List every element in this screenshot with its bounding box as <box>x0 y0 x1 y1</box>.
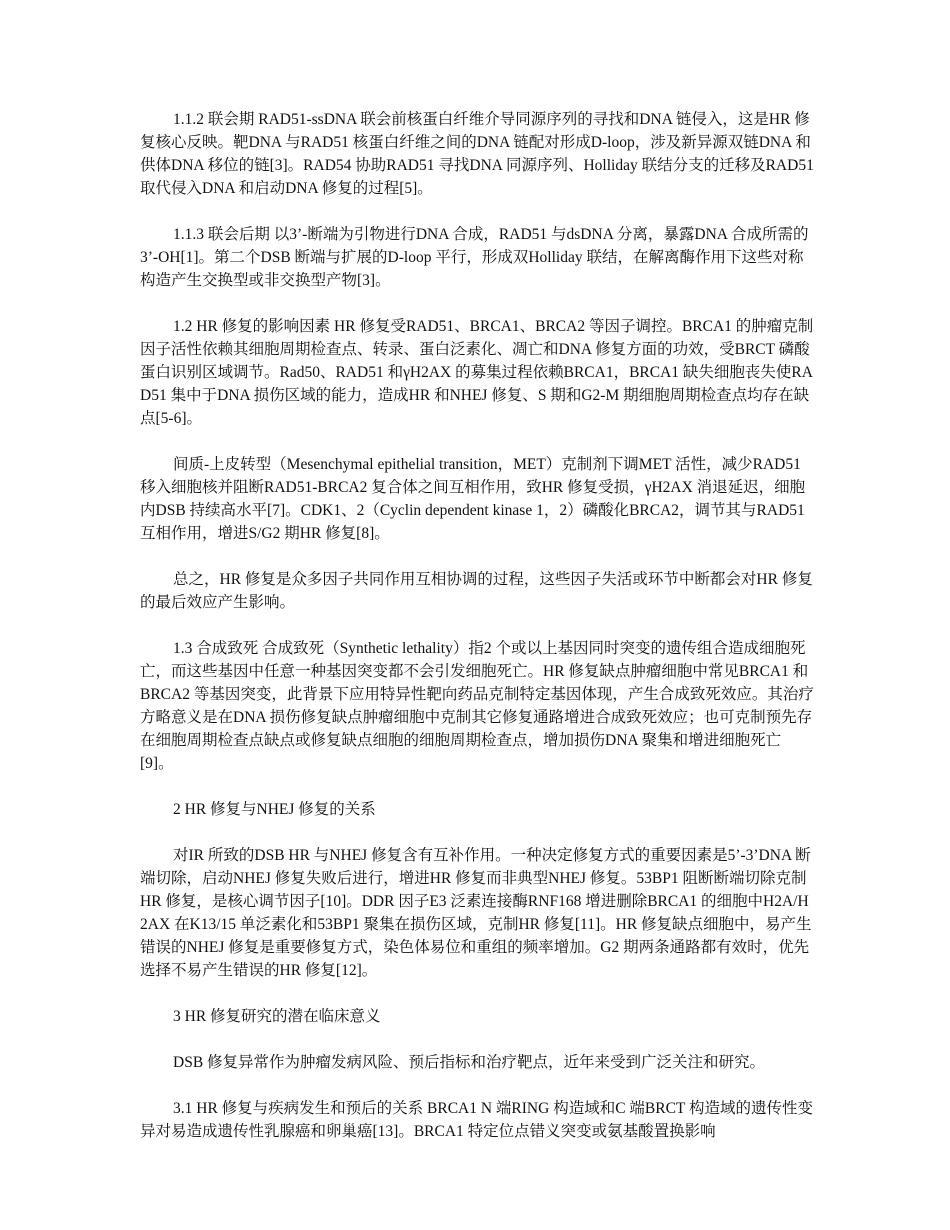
paragraph-met-inhibitor: 间质-上皮转型（Mesenchymal epithelial transition，MET）克制剂下调MET 活性，减少RAD51 移入细胞核并阻断RAD51-BRCA2 复合体之间互相作用，致HR 修复受损，γH2AX 消退延迟，细胞内DSB 持续高水平[7]。CDK1、2（Cyclin dependent kinase 1，2）磷酸化BRCA2，调节其与RAD51 互相作用，增进S/G2 期HR 修复[8]。 <box>140 456 806 542</box>
section-heading-2: 2 HR 修复与NHEJ 修复的关系 <box>173 801 376 818</box>
paragraph-dsb-repair-clinical: DSB 修复异常作为肿瘤发病风险、预后指标和治疗靶点，近年来受到广泛关注和研究。 <box>173 1054 766 1071</box>
paragraph-1-1-3-post-synapsis: 1.1.3 联会后期 以3’-断端为引物进行DNA 合成，RAD51 与dsDNA 分离，暴露DNA 合成所需的3’-OH[1]。第二个DSB 断端与扩展的D-loop 平行，形成双Holliday 联结，在解离酶作用下这些对称构造产生交换型或非交换型产物[3]。 <box>140 226 809 289</box>
paragraph-summary: 总之，HR 修复是众多因子共同作用互相协调的过程，这些因子失活或环节中断都会对HR 修复的最后效应产生影响。 <box>140 571 813 611</box>
section-heading-3: 3 HR 修复研究的潜在临床意义 <box>173 1008 381 1025</box>
paragraph-1-1-2-synapsis: 1.1.2 联会期 RAD51-ssDNA 联会前核蛋白纤维介导同源序列的寻找和DNA 链侵入，这是HR 修复核心反映。靶DNA 与RAD51 核蛋白纤维之间的DNA 链配对形成D-loop，涉及新异源双链DNA 和供体DNA 移位的链[3]。RAD54 协助RAD51 寻找DNA 同源序列、Holliday 联结分支的迁移及RAD51 取代侵入DNA 和启动DNA 修复的过程[5]。 <box>140 111 814 197</box>
paragraph-1-2-influencing-factors: 1.2 HR 修复的影响因素 HR 修复受RAD51、BRCA1、BRCA2 等因子调控。BRCA1 的肿瘤克制因子活性依赖其细胞周期检查点、转录、蛋白泛素化、凋亡和DNA 修复方面的功效，受BRCT 磷酸蛋白识别区域调节。Rad50、RAD51 和γH2AX 的募集过程依赖BRCA1，BRCA1 缺失细胞丧失使RAD51 集中于DNA 损伤区域的能力，造成HR 和NHEJ 修复、S 期和G2-M 期细胞周期检查点均存在缺点[5-6]。 <box>140 318 814 427</box>
paragraph-3-1-disease-prognosis: 3.1 HR 修复与疾病发生和预后的关系 BRCA1 N 端RING 构造域和C 端BRCT 构造域的遗传性变异对易造成遗传性乳腺癌和卵巢癌[13]。BRCA1 特定位点错义突变或氨基酸置换影响 <box>140 1100 813 1140</box>
document-page <box>140 108 814 1166</box>
paragraph-1-3-synthetic-lethality: 1.3 合成致死 合成致死（Synthetic lethality）指2 个或以上基因同时突变的遗传组合造成细胞死亡，而这些基因中任意一种基因突变都不会引发细胞死亡。HR 修复缺点肿瘤细胞中常见BRCA1 和BRCA2 等基因突变，此背景下应用特异性靶向药品克制特定基因体现，产生合成致死效应。其治疗方略意义是在DNA 损伤修复缺点肿瘤细胞中克制其它修复通路增进合成致死效应；也可克制预先存在细胞周期检查点缺点或修复缺点细胞的细胞周期检查点，增加损伤DNA 聚集和增进细胞死亡[9]。 <box>140 640 814 772</box>
paragraph-hr-nhej-relation: 对IR 所致的DSB HR 与NHEJ 修复含有互补作用。一种决定修复方式的重要因素是5’-3’DNA 断端切除，启动NHEJ 修复失败后进行，增进HR 修复而非典型NHEJ 修复。53BP1 阻断断端切除克制HR 修复，是核心调节因子[10]。DDR 因子E3 泛素连接酶RNF168 增进删除BRCA1 的细胞中H2A/H2AX 在K13/15 单泛素化和53BP1 聚集在损伤区域，克制HR 修复[11]。HR 修复缺点细胞中，易产生错误的NHEJ 修复是重要修复方式，染色体易位和重组的频率增加。G2 期两条通路都有效时，优先选择不易产生错误的HR 修复[12]。 <box>140 847 812 979</box>
